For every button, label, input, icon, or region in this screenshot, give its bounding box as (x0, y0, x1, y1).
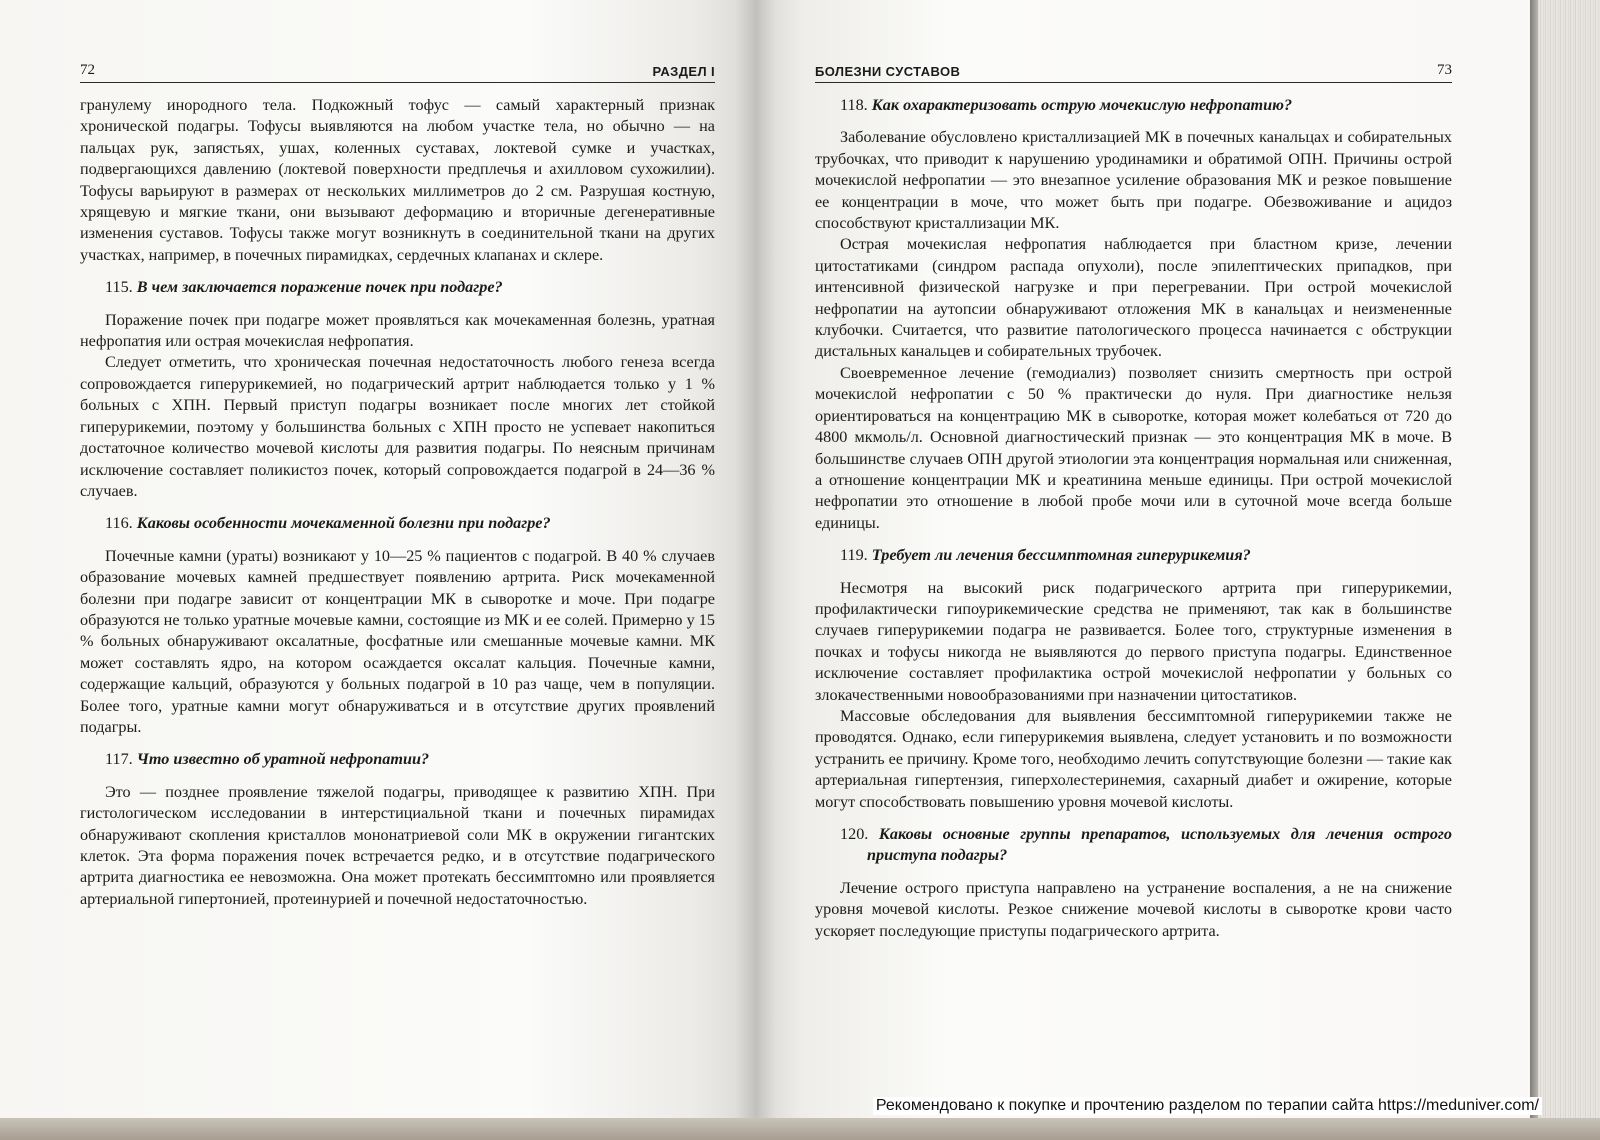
body-paragraph: Несмотря на высокий риск подагрического артрита при гиперурикемии, профилактически гипоурикемические средства не применяют, так как в большинстве случаев гиперурикемии подагра не развивается. Более того, структурные изменения в почках и тофусы никогда не выявляются до первого приступа подагры. Единственное исключение составляет профилактика острой мочекислой нефропатии у больных со злокачественными новообразованиями при назначении цитостатиков. (815, 578, 1452, 704)
section-title: РАЗДЕЛ I (652, 64, 715, 79)
page-edges (1530, 0, 1600, 1125)
watermark-note: Рекомендовано к покупке и прочтению разделом по терапии сайта https://meduniver.com/ (873, 1097, 1542, 1115)
page-number: 73 (1437, 62, 1452, 78)
body-paragraph: Следует отметить, что хроническая почечная недостаточность любого генеза всегда сопровождается гиперурикемией, но подагрический артрит наблюдается только у 1 % больных с ХПН. Первый приступ подагры возникает после многих лет стойкой гиперурикемии, поэтому у большинства больных с ХПН просто не успевает накопиться достаточное количество мочевой кислоты для развития подагры. По неясным причинам исключение составляет поликистоз почек, который сопровождается подагрой в 24—36 % случаев. (80, 353, 715, 500)
body-paragraph: Заболевание обусловлено кристаллизацией МК в почечных канальцах и собирательных трубочках, что приводит к нарушению уродинамики и обратимой ОПН. Причины острой мочекислой нефропатии — это внезапное усиление образования МК и резкое повышение ее концентрации в моче, что может быть при подагре. Обезвоживание и ацидоз способствуют кристаллизации МК. (815, 128, 1452, 233)
question-heading (80, 277, 715, 298)
left-page (0, 0, 755, 1125)
page-text (80, 95, 715, 910)
question-heading (80, 749, 715, 770)
question-number: 118. (840, 96, 868, 114)
running-header (815, 62, 1452, 83)
body-paragraph: Это — позднее проявление тяжелой подагры, приводящее к развитию ХПН. При гистологическом исследовании в интерстициальной ткани и почечных пирамидах обнаруживают скопления кристаллов мононатриевой соли МК в окружении гигантских клеток. Эта форма поражения почек встречается редко, и в отсутствие подагрического артрита диагностика ее невозможна. Она может протекать бессимптомно или проявляется артериальной гипертонией, протеинурией и почечной недостаточностью. (80, 782, 715, 908)
question-text: Каковы основные группы препаратов, используемых для лечения острого приступа подагры? (867, 825, 1452, 865)
body-paragraph: гранулему инородного тела. Подкожный тофус — самый характерный признак хронической подагры. Тофусы выявляются на любом участке тела, но обычно — на пальцах рук, запястьях, ушах, коленных суставах, локтевой сумке и участках, подвергающихся давлению (локтевой поверхности предплечья и ахилловом сухожилии). Тофусы варьируют в размерах от нескольких миллиметров до 2 см. Разрушая костную, хрящевую и мягкие ткани, они вызывают деформацию и вторичные дегенеративные изменения суставов. Тофусы также могут возникнуть в соединительной ткани на других участках, например, в почечных пирамидках, сердечных клапанах и склере. (80, 96, 715, 264)
question-number: 120. (840, 825, 869, 843)
book-gutter (735, 0, 775, 1125)
question-text: Как охарактеризовать острую мочекислую нефропатию? (871, 96, 1293, 114)
question-text: Требует ли лечения бессимптомная гиперурикемия? (871, 546, 1251, 565)
question-number: 116. (105, 514, 133, 533)
table-surface (0, 1118, 1600, 1140)
question-number: 117. (105, 750, 133, 769)
body-paragraph: Своевременное лечение (гемодиализ) позволяет снизить смертность при острой мочекислой нефропатии с 50 % практически до нуля. При диагностике нельзя ориентироваться на концентрацию МК в сыворотке, которая может колебаться от 720 до 4800 мкмоль/л. Основной диагностический признак — это концентрация МК в моче. В большинстве случаев ОПН другой этиологии эта концентрация нормальная или сниженная, а отношение концентрации МК и креатинина меньше единицы. При острой мочекислой нефропатии это отношение в любой пробе мочи или в суточной моче всегда больше единицы. (815, 363, 1452, 532)
question-text: В чем заключается поражение почек при подагре? (136, 278, 503, 297)
page-edge-shadow (1530, 0, 1538, 1125)
question-number: 115. (105, 278, 133, 297)
question-number: 119. (840, 546, 868, 565)
body-paragraph: Массовые обследования для выявления бессимптомной гиперурикемии также не проводятся. Однако, если гиперурикемия выявлена, следует установить и по возможности устранить ее причину. Кроме того, необходимо лечить сопутствующие болезни — такие как артериальная гипертензия, гиперхолестеринемия, сахарный диабет и ожирение, которые могут способствовать повышению уровня мочевой кислоты. (815, 706, 1452, 811)
question-heading (80, 513, 715, 534)
question-heading (815, 824, 1452, 867)
body-paragraph: Лечение острого приступа направлено на устранение воспаления, а не на снижение уровня мочевой кислоты. Резкое снижение мочевой кислоты в сыворотке крови часто ускоряет последующие приступы подагрического артрита. (815, 878, 1452, 940)
question-heading (815, 95, 1452, 116)
question-text: Каковы особенности мочекаменной болезни при подагре? (136, 514, 551, 533)
question-text: Что известно об уратной нефропатии? (136, 750, 430, 769)
question-heading (815, 545, 1452, 566)
section-title: БОЛЕЗНИ СУСТАВОВ (815, 64, 961, 79)
body-paragraph: Почечные камни (ураты) возникают у 10—25 % пациентов с подагрой. В 40 % случаев образование мочевых камней предшествует появлению артрита. Риск мочекаменной болезни при подагре зависит от концентрации МК в сыворотке и моче. При подагре образуются не только уратные мочевые камни, состоящие из МК и ее солей. Примерно у 15 % больных обнаруживают оксалатные, фосфатные или смешанные мочевые камни. МК может составлять ядро, на котором осаждается оксалат кальция. Почечные камни, содержащие кальций, образуются у больных подагрой в 10 раз чаще, чем в популяции. Более того, уратные камни могут обнаруживаться и в отсутствие других проявлений подагры. (80, 546, 715, 736)
page-text (815, 95, 1452, 942)
right-page (755, 0, 1530, 1125)
running-header (80, 62, 715, 83)
page-number: 72 (80, 62, 95, 78)
body-paragraph: Поражение почек при подагре может проявляться как мочекаменная болезнь, уратная нефропатия или острая мочекислая нефропатия. (80, 310, 715, 351)
body-paragraph: Острая мочекислая нефропатия наблюдается при бластном кризе, лечении цитостатиками (синдром распада опухоли), после эпилептических припадков, при интенсивной физической нагрузке и при перегревании. При острой мочекислой нефропатии на аутопсии обнаруживают отложения МК в канальцах и неизмененные клубочки. Считается, что развитие патологического процесса начинается с обструкции дистальных канальцев и собирательных трубочек. (815, 235, 1452, 361)
